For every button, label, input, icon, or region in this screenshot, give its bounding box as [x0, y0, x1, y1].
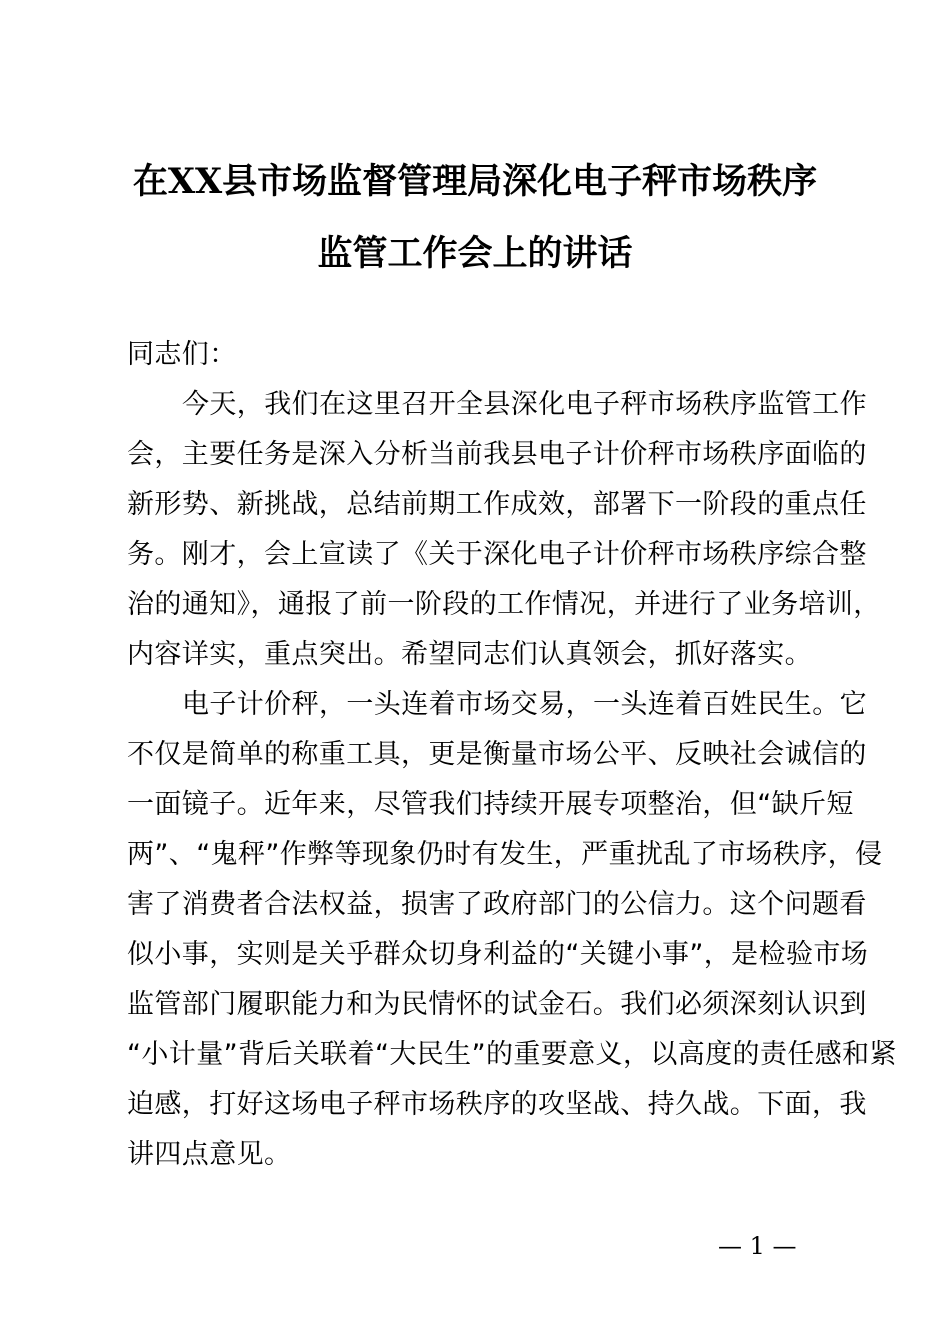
text-line: 今天，我们在这里召开全县深化电子秤市场秩序监管工作	[182, 389, 867, 420]
text-line: 务。刚才，会上宣读了《关于深化电子计价秤市场秩序综合整	[127, 539, 867, 570]
title-line-1: 在XX县市场监督管理局深化电子秤市场秩序	[132, 161, 818, 202]
page-number: — 1 —	[718, 1232, 797, 1260]
document-title	[0, 146, 950, 290]
text-line: 新形势、新挑战，总结前期工作成效，部署下一阶段的重点任	[127, 489, 867, 520]
text-line: 两”、“鬼秤”作弊等现象仍时有发生，严重扰乱了市场秩序，侵	[127, 839, 883, 870]
greeting: 同志们：	[127, 339, 237, 370]
text-line: 迫感，打好这场电子秤市场秩序的攻坚战、持久战。下面，我	[127, 1089, 867, 1120]
text-line: 治的通知》，通报了前一阶段的工作情况，并进行了业务培训，	[127, 589, 881, 620]
title-line-2: 监管工作会上的讲话	[317, 233, 633, 274]
text-line: 监管部门履职能力和为民情怀的试金石。我们必须深刻认识到	[127, 989, 867, 1020]
text-line: 会，主要任务是深入分析当前我县电子计价秤市场秩序面临的	[127, 439, 867, 470]
document-body	[127, 330, 897, 1180]
text-line: 似小事，实则是关乎群众切身利益的“关键小事”，是检验市场	[127, 939, 869, 970]
paragraph-2	[127, 680, 897, 1180]
text-line: 电子计价秤，一头连着市场交易，一头连着百姓民生。它	[182, 689, 867, 720]
text-line: 讲四点意见。	[127, 1139, 292, 1170]
paragraph-1	[127, 380, 881, 680]
text-line: 内容详实，重点突出。希望同志们认真领会，抓好落实。	[127, 639, 812, 670]
text-line: “小计量”背后关联着“大民生”的重要意义，以高度的责任感和紧	[127, 1039, 897, 1070]
text-line: 不仅是简单的称重工具，更是衡量市场公平、反映社会诚信的	[127, 739, 867, 770]
text-line: 害了消费者合法权益，损害了政府部门的公信力。这个问题看	[127, 889, 867, 920]
text-line: 一面镜子。近年来，尽管我们持续开展专项整治，但“缺斤短	[127, 789, 854, 820]
